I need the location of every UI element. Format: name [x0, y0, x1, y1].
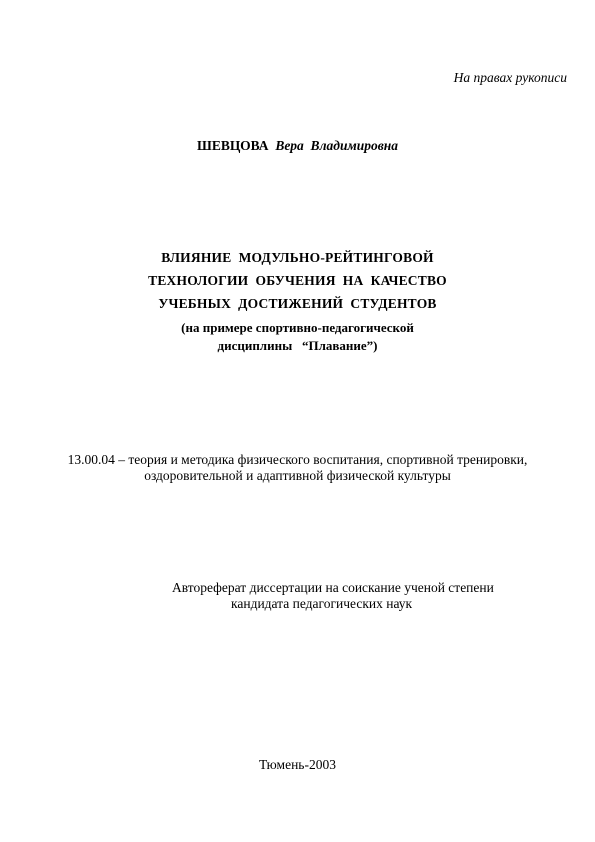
author-name	[0, 138, 595, 154]
degree-line-2: кандидата педагогических наук	[231, 596, 413, 611]
degree-line-1: Автореферат диссертации на соискание ученой степени	[172, 580, 494, 595]
specialty-line-2: оздоровительной и адаптивной физической культуры	[144, 468, 451, 483]
title-line-3: УЧЕБНЫХ ДОСТИЖЕНИЙ СТУДЕНТОВ	[158, 296, 437, 311]
place-year: Тюмень-2003	[259, 757, 336, 772]
specialty-line-1: 13.00.04 – теория и методика физического воспитания, спортивной тренировки,	[67, 452, 528, 467]
title-line-2: ТЕХНОЛОГИИ ОБУЧЕНИЯ НА КАЧЕСТВО	[148, 273, 447, 288]
manuscript-note: На правах рукописи	[453, 70, 567, 85]
subtitle-line-1: (на примере спортивно-педагогической	[181, 320, 414, 335]
author-given-names: Вера Владимировна	[275, 138, 398, 153]
title-line-1: ВЛИЯНИЕ МОДУЛЬНО-РЕЙТИНГОВОЙ	[161, 250, 434, 265]
subtitle-line-2: дисциплины “Плавание”)	[217, 338, 378, 353]
author-surname: ШЕВЦОВА	[197, 138, 269, 153]
